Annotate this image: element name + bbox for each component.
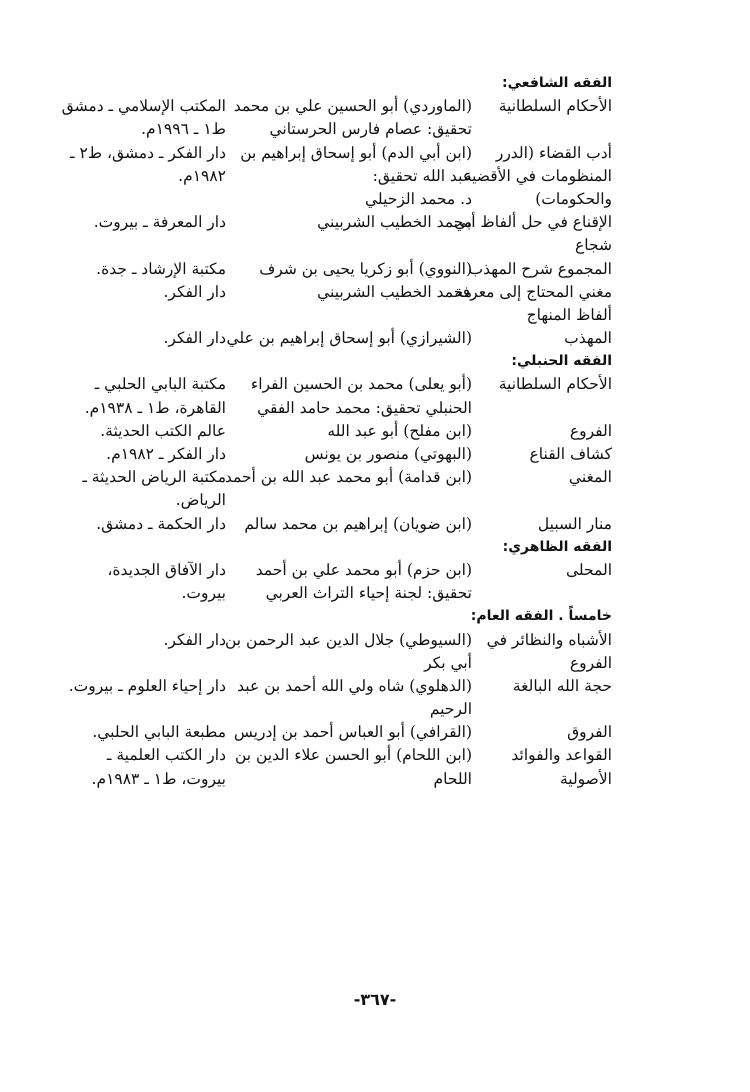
entry-title-line xyxy=(474,118,612,141)
entry-author-line: (السيوطي) جلال الدين عبد الرحمن بن xyxy=(225,630,472,649)
entry-publisher-line xyxy=(94,234,226,257)
entry-title xyxy=(474,443,612,466)
entry-author-line: محمد الخطيب الشربيني xyxy=(317,282,472,301)
bibliography-entry xyxy=(100,420,612,443)
entry-publisher-line: ط١ ـ ١٩٩٦م. xyxy=(141,120,226,139)
entry-publisher-line xyxy=(132,652,226,675)
bibliography-entry xyxy=(132,327,612,350)
entry-author-line: (النووي) أبو زكريا يحيى بن شرف xyxy=(259,259,472,278)
entry-title xyxy=(468,258,612,281)
entry-author xyxy=(232,142,474,212)
entry-title-line: كشاف القناع xyxy=(529,445,612,463)
entry-author-line: تحقيق: لجنة إحياء التراث العربي xyxy=(265,584,472,603)
entry-author-line xyxy=(232,234,472,257)
entry-title xyxy=(474,559,612,605)
bibliography-entry xyxy=(69,142,612,212)
entry-author xyxy=(225,629,474,675)
entry-author xyxy=(232,721,474,744)
entry-publisher-line: بيروت. xyxy=(181,584,226,603)
entry-publisher-line: دار إحياء العلوم ـ بيروت. xyxy=(68,676,226,695)
entry-author xyxy=(232,420,474,443)
bibliography-entry xyxy=(93,211,612,257)
bibliography-entry xyxy=(132,629,612,675)
bibliography-entry xyxy=(106,443,612,466)
entry-author-line: اللحام xyxy=(433,769,472,788)
entry-title-line: الفروق xyxy=(567,723,612,742)
entry-publisher-line: الرياض. xyxy=(175,491,226,510)
entry-publisher-line: دار الفكر. xyxy=(163,282,226,301)
entry-title-line xyxy=(474,582,612,605)
entry-author-line: (ابن مفلح) أبو عبد الله xyxy=(327,421,472,440)
entry-publisher-line: مكتبة الرياض الحديثة ـ xyxy=(82,468,226,487)
entry-title xyxy=(463,142,612,212)
entry-author xyxy=(232,373,474,419)
entry-author xyxy=(232,744,474,790)
entry-title-line: الفروع xyxy=(569,653,612,672)
entry-author xyxy=(226,327,474,350)
entry-title-line: أدب القضاء (الدرر xyxy=(495,143,612,162)
entry-title-line: المنظومات في الأقضية xyxy=(463,166,612,185)
entry-title-line: ألفاظ المنهاج xyxy=(526,305,612,324)
entry-author-line: الحنبلي تحقيق: محمد حامد الفقي xyxy=(257,398,472,417)
entry-title-line: المغني xyxy=(568,468,612,487)
bibliography-entry xyxy=(91,744,612,790)
entry-title-line: حجة الله البالغة xyxy=(512,676,612,695)
entry-title-line: الأشباه والنظائر في xyxy=(486,630,612,649)
entry-author-line: محمد الخطيب الشربيني xyxy=(317,213,472,232)
entry-title-line xyxy=(474,397,612,420)
bibliography-entry xyxy=(132,281,612,327)
entry-publisher-line: دار الفكر. xyxy=(163,329,226,348)
bibliography-entry xyxy=(92,721,612,744)
entry-title-line: الإقناع في حل ألفاظ أبي xyxy=(453,213,612,232)
bibliography-entry xyxy=(107,559,612,605)
entry-title-line: الأحكام السلطانية xyxy=(498,97,612,116)
entry-publisher xyxy=(92,744,232,790)
entry-title xyxy=(474,466,612,512)
entry-author-line: الرحيم xyxy=(429,700,472,719)
entry-publisher xyxy=(107,559,232,605)
entry-author xyxy=(232,211,474,257)
entry-publisher xyxy=(106,443,232,466)
section-heading: الفقه الحنبلي: xyxy=(511,353,612,370)
entry-title xyxy=(474,675,612,721)
entry-title xyxy=(474,420,612,443)
entry-publisher-line: دار الفكر. xyxy=(163,630,226,649)
entry-publisher xyxy=(69,675,232,721)
entry-title-line: الفروع xyxy=(569,421,612,440)
entry-author xyxy=(232,281,474,327)
entry-publisher-line: بيروت، ط١ ـ ١٩٨٣م. xyxy=(91,769,226,788)
entry-publisher xyxy=(70,142,232,212)
entry-publisher-line: ١٩٨٢م. xyxy=(178,166,226,185)
section-heading: خامساً . الفقه العام: xyxy=(470,608,612,625)
entry-title-line: المجموع شرح المهذب xyxy=(468,259,612,278)
section-heading: الفقه الشافعي: xyxy=(502,75,612,91)
entry-author-line: د. محمد الزحيلي xyxy=(365,189,472,208)
entry-author-line: (الشيرازي) أبو إسحاق إبراهيم بن علي xyxy=(226,329,472,348)
entry-author-line xyxy=(232,304,472,327)
bibliography-list xyxy=(61,72,612,791)
entry-title-line xyxy=(474,489,612,512)
entry-title-line xyxy=(474,698,612,721)
entry-author-line: (ابن قدامة) أبو محمد عبد الله بن أحمد xyxy=(224,468,472,487)
entry-publisher-line xyxy=(69,698,226,721)
entry-publisher-line: دار المعرفة ـ بيروت. xyxy=(93,213,226,232)
entry-publisher-line: القاهرة، ط١ ـ ١٩٣٨م. xyxy=(84,398,226,417)
bibliography-entry xyxy=(61,95,612,141)
entry-publisher xyxy=(82,466,232,512)
entry-publisher-line: المكتب الإسلامي ـ دمشق xyxy=(61,97,226,116)
entry-author xyxy=(232,258,474,281)
entry-title-line: القواعد والفوائد xyxy=(511,746,612,765)
entry-author xyxy=(232,513,474,536)
entry-author xyxy=(232,559,474,605)
entry-author-line: تحقيق: عصام فارس الحرستاني xyxy=(269,120,472,139)
page-number: -٣٦٧- xyxy=(353,990,397,1009)
entry-title xyxy=(474,721,612,744)
entry-publisher xyxy=(92,721,232,744)
entry-author-line: (ابن أبي الدم) أبو إسحاق إبراهيم بن xyxy=(240,143,472,162)
entry-publisher-line: عالم الكتب الحديثة. xyxy=(100,421,226,440)
entry-publisher xyxy=(94,211,232,257)
entry-title-line: المحلى xyxy=(565,560,612,579)
entry-publisher xyxy=(132,629,232,675)
entry-title xyxy=(474,95,612,141)
entry-title-line: الأصولية xyxy=(559,769,612,788)
entry-author-line: (الدهلوي) شاه ولي الله أحمد بن عبد xyxy=(237,676,472,695)
section-heading: الفقه الظاهري: xyxy=(502,538,612,555)
entry-publisher xyxy=(100,420,232,443)
entry-publisher-line: دار الفكر ـ دمشق، ط٢ ـ xyxy=(69,143,226,162)
entry-publisher xyxy=(62,95,232,141)
entry-title xyxy=(474,744,612,790)
entry-publisher xyxy=(85,373,232,419)
entry-author-line: (ابن حزم) أبو محمد علي بن أحمد xyxy=(255,560,472,579)
entry-author xyxy=(232,675,474,721)
entry-publisher xyxy=(96,258,232,281)
entry-author xyxy=(232,95,474,141)
entry-title-line: منار السبيل xyxy=(537,514,612,533)
entry-title xyxy=(474,629,612,675)
entry-publisher-line: دار الحكمة ـ دمشق. xyxy=(96,514,226,533)
entry-author xyxy=(224,466,474,512)
entry-title xyxy=(474,373,612,419)
entry-title-line: المهذب xyxy=(564,329,612,348)
entry-author-line: (أبو يعلى) محمد بن الحسين الفراء xyxy=(250,375,472,394)
bibliography-entry xyxy=(96,258,612,281)
entry-author-line: (ابن اللحام) أبو الحسن علاء الدين بن xyxy=(234,746,472,765)
entry-publisher-line xyxy=(70,188,226,211)
entry-title-line: والحكومات) xyxy=(535,189,612,208)
bibliography-entry xyxy=(84,373,612,419)
entry-author-line xyxy=(232,489,472,512)
entry-author-line: (ابن ضويان) إبراهيم بن محمد سالم xyxy=(244,514,472,533)
entry-title xyxy=(474,513,612,536)
entry-publisher xyxy=(96,513,232,536)
entry-title-line: الأحكام السلطانية xyxy=(498,375,612,394)
entry-publisher-line: مكتبة البابي الحلبي ـ xyxy=(94,375,226,394)
entry-title xyxy=(454,281,612,327)
bibliography-entry xyxy=(96,513,612,536)
entry-publisher-line: دار الفكر ـ ١٩٨٢م. xyxy=(106,445,226,463)
entry-author-line: (البهوتي) منصور بن يونس xyxy=(304,445,472,463)
entry-publisher-line: مكتبة الإرشاد ـ جدة. xyxy=(96,259,226,278)
entry-title-line: شجاع xyxy=(575,236,612,255)
bibliography-entry xyxy=(82,466,612,512)
entry-publisher xyxy=(132,327,232,350)
entry-author-line: عبد الله تحقيق: xyxy=(372,166,472,185)
entry-author-line: (الماوردي) أبو الحسين علي بن محمد xyxy=(233,97,472,116)
bibliography-entry xyxy=(68,675,612,721)
entry-publisher xyxy=(132,281,232,327)
entry-publisher-line: دار الآفاق الجديدة، xyxy=(107,560,226,579)
entry-author-line: (القرافي) أبو العباس أحمد بن إدريس xyxy=(233,723,472,742)
entry-author xyxy=(232,443,474,466)
entry-publisher-line xyxy=(132,304,226,327)
entry-title xyxy=(453,211,612,257)
entry-title-line: مغني المحتاج إلى معرفة xyxy=(454,282,612,301)
entry-author-line: أبي بكر xyxy=(424,653,472,672)
entry-title xyxy=(474,327,612,350)
entry-publisher-line: مطبعة البابي الحلبي. xyxy=(92,723,226,742)
entry-publisher-line: دار الكتب العلمية ـ xyxy=(106,746,226,765)
